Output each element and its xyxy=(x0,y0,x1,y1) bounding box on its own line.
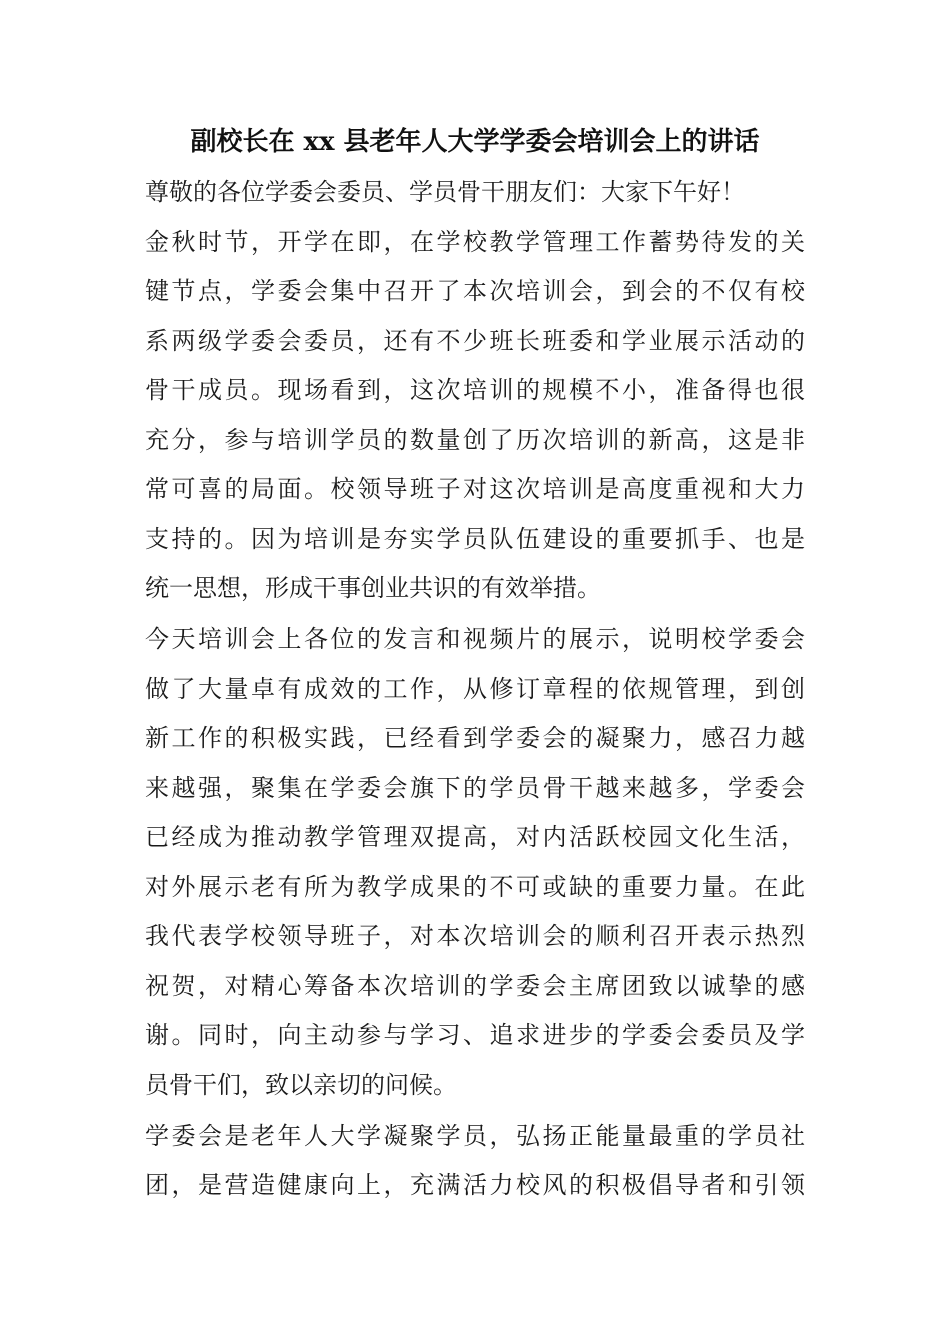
text-line: 学委会是老年人大学凝聚学员，弘扬正能量最重的学员社 xyxy=(145,1122,805,1150)
text-line: 充分，参与培训学员的数量创了历次培训的新高，这是非 xyxy=(145,426,805,454)
text-line: 骨干成员。现场看到，这次培训的规模不小，准备得也很 xyxy=(145,376,805,404)
text-line: 新工作的积极实践，已经看到学委会的凝聚力，感召力越 xyxy=(145,724,805,752)
text-line: 键节点，学委会集中召开了本次培训会，到会的不仅有校 xyxy=(145,277,805,305)
text-line: 团，是营造健康向上，充满活力校风的积极倡导者和引领 xyxy=(145,1171,805,1199)
text-line: 祝贺，对精心筹备本次培训的学委会主席团致以诚挚的感 xyxy=(145,972,805,1000)
text-line: 系两级学委会委员，还有不少班长班委和学业展示活动的 xyxy=(145,327,805,355)
document-title: 副校长在 xx 县老年人大学学委会培训会上的讲话 xyxy=(190,127,760,157)
text-line: 今天培训会上各位的发言和视频片的展示，说明校学委会 xyxy=(145,625,805,653)
text-line: 支持的。因为培训是夯实学员队伍建设的重要抓手、也是 xyxy=(145,525,805,553)
text-line: 尊敬的各位学委会委员、学员骨干朋友们：大家下午好！ xyxy=(145,178,745,206)
text-line: 来越强，聚集在学委会旗下的学员骨干越来越多，学委会 xyxy=(145,774,805,802)
text-line: 员骨干们，致以亲切的问候。 xyxy=(145,1071,457,1099)
text-line: 统一思想，形成干事创业共识的有效举措。 xyxy=(145,574,601,602)
text-line: 对外展示老有所为教学成果的不可或缺的重要力量。在此 xyxy=(145,873,805,901)
text-line: 常可喜的局面。校领导班子对这次培训是高度重视和大力 xyxy=(145,475,805,503)
text-line: 已经成为推动教学管理双提高，对内活跃校园文化生活， xyxy=(145,823,805,851)
text-line: 谢。同时，向主动参与学习、追求进步的学委会委员及学 xyxy=(145,1021,805,1049)
text-line: 我代表学校领导班子，对本次培训会的顺利召开表示热烈 xyxy=(145,922,805,950)
text-line: 金秋时节，开学在即，在学校教学管理工作蓄势待发的关 xyxy=(145,228,805,256)
text-line: 做了大量卓有成效的工作，从修订章程的依规管理，到创 xyxy=(145,675,805,703)
